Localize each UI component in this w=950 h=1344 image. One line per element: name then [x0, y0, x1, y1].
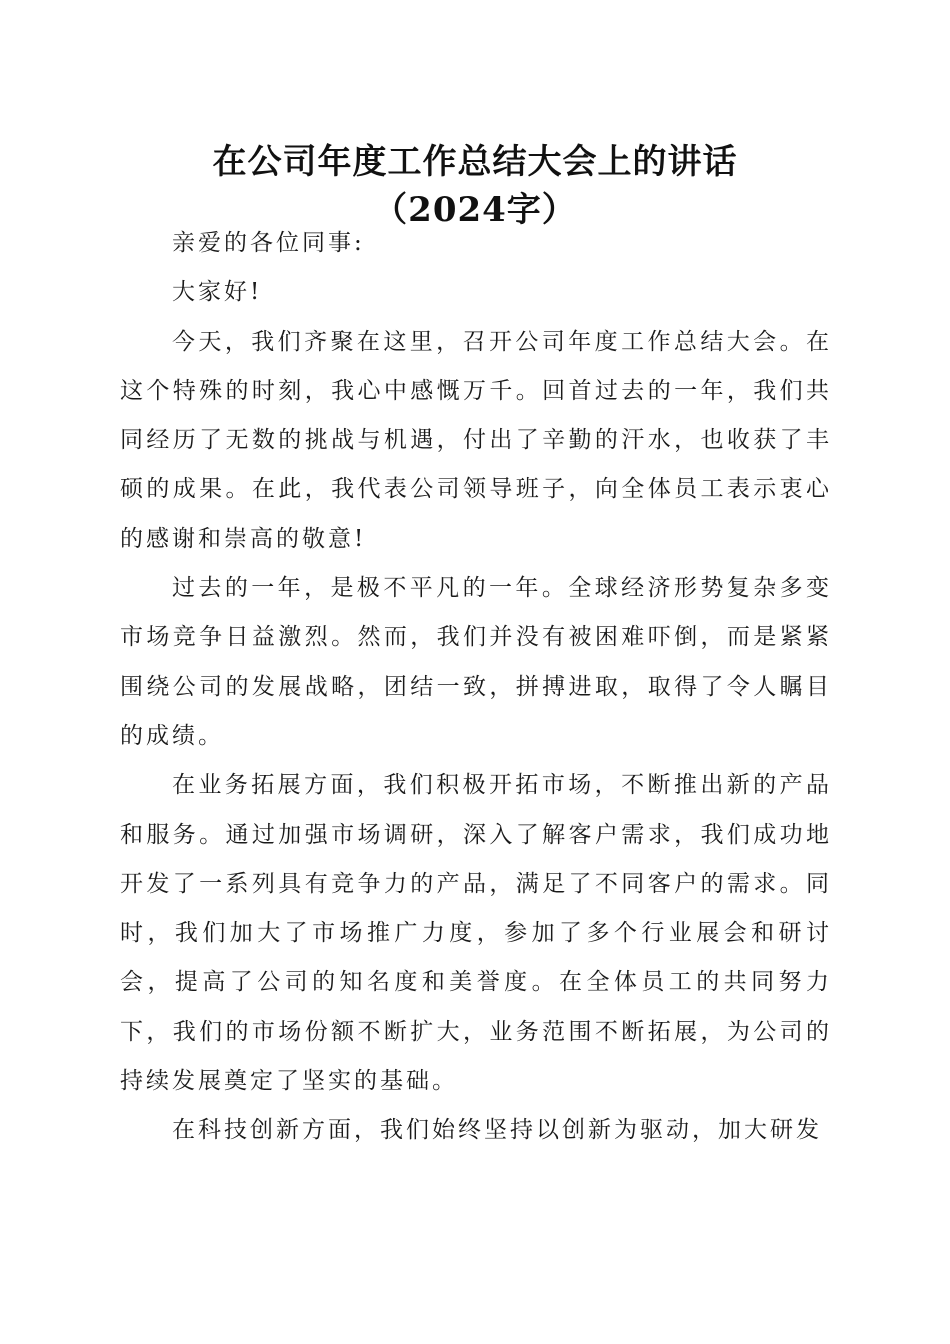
- salutation: 亲爱的各位同事:: [172, 230, 365, 256]
- document-body: [120, 219, 832, 1156]
- paragraph-opening: 今天，我们齐聚在这里，召开公司年度工作总结大会。在这个特殊的时刻，我心中感慨万千。回首过去的一年，我们共同经历了无数的挑战与机遇，付出了辛勤的汗水，也收获了丰硕的成果。在此，我代表公司领导班子，向全体员工表示衷心的感谢和崇高的敬意!: [120, 328, 832, 552]
- paragraph-tech-innovation: 在科技创新方面，我们始终坚持以创新为驱动，加大研发: [172, 1117, 822, 1144]
- paragraph-past-year: 过去的一年，是极不平凡的一年。全球经济形势复杂多变市场竞争日益激烈。然而，我们并没有被困难吓倒，而是紧紧围绕公司的发展战略，团结一致，拼搏进取，取得了令人瞩目的成绩。: [120, 575, 832, 749]
- paragraph-business-expansion: 在业务拓展方面，我们积极开拓市场，不断推出新的产品和服务。通过加强市场调研，深入了解客户需求，我们成功地开发了一系列具有竞争力的产品，满足了不同客户的需求。同时，我们加大了市场推广力度，参加了多个行业展会和研讨会，提高了公司的知名度和美誉度。在全体员工的共同努力下，我们的市场份额不断扩大，业务范围不断拓展，为公司的持续发展奠定了坚实的基础。: [120, 772, 832, 1095]
- document-title: 在公司年度工作总结大会上的讲话（2024字）: [212, 142, 738, 230]
- greeting: 大家好!: [172, 279, 263, 306]
